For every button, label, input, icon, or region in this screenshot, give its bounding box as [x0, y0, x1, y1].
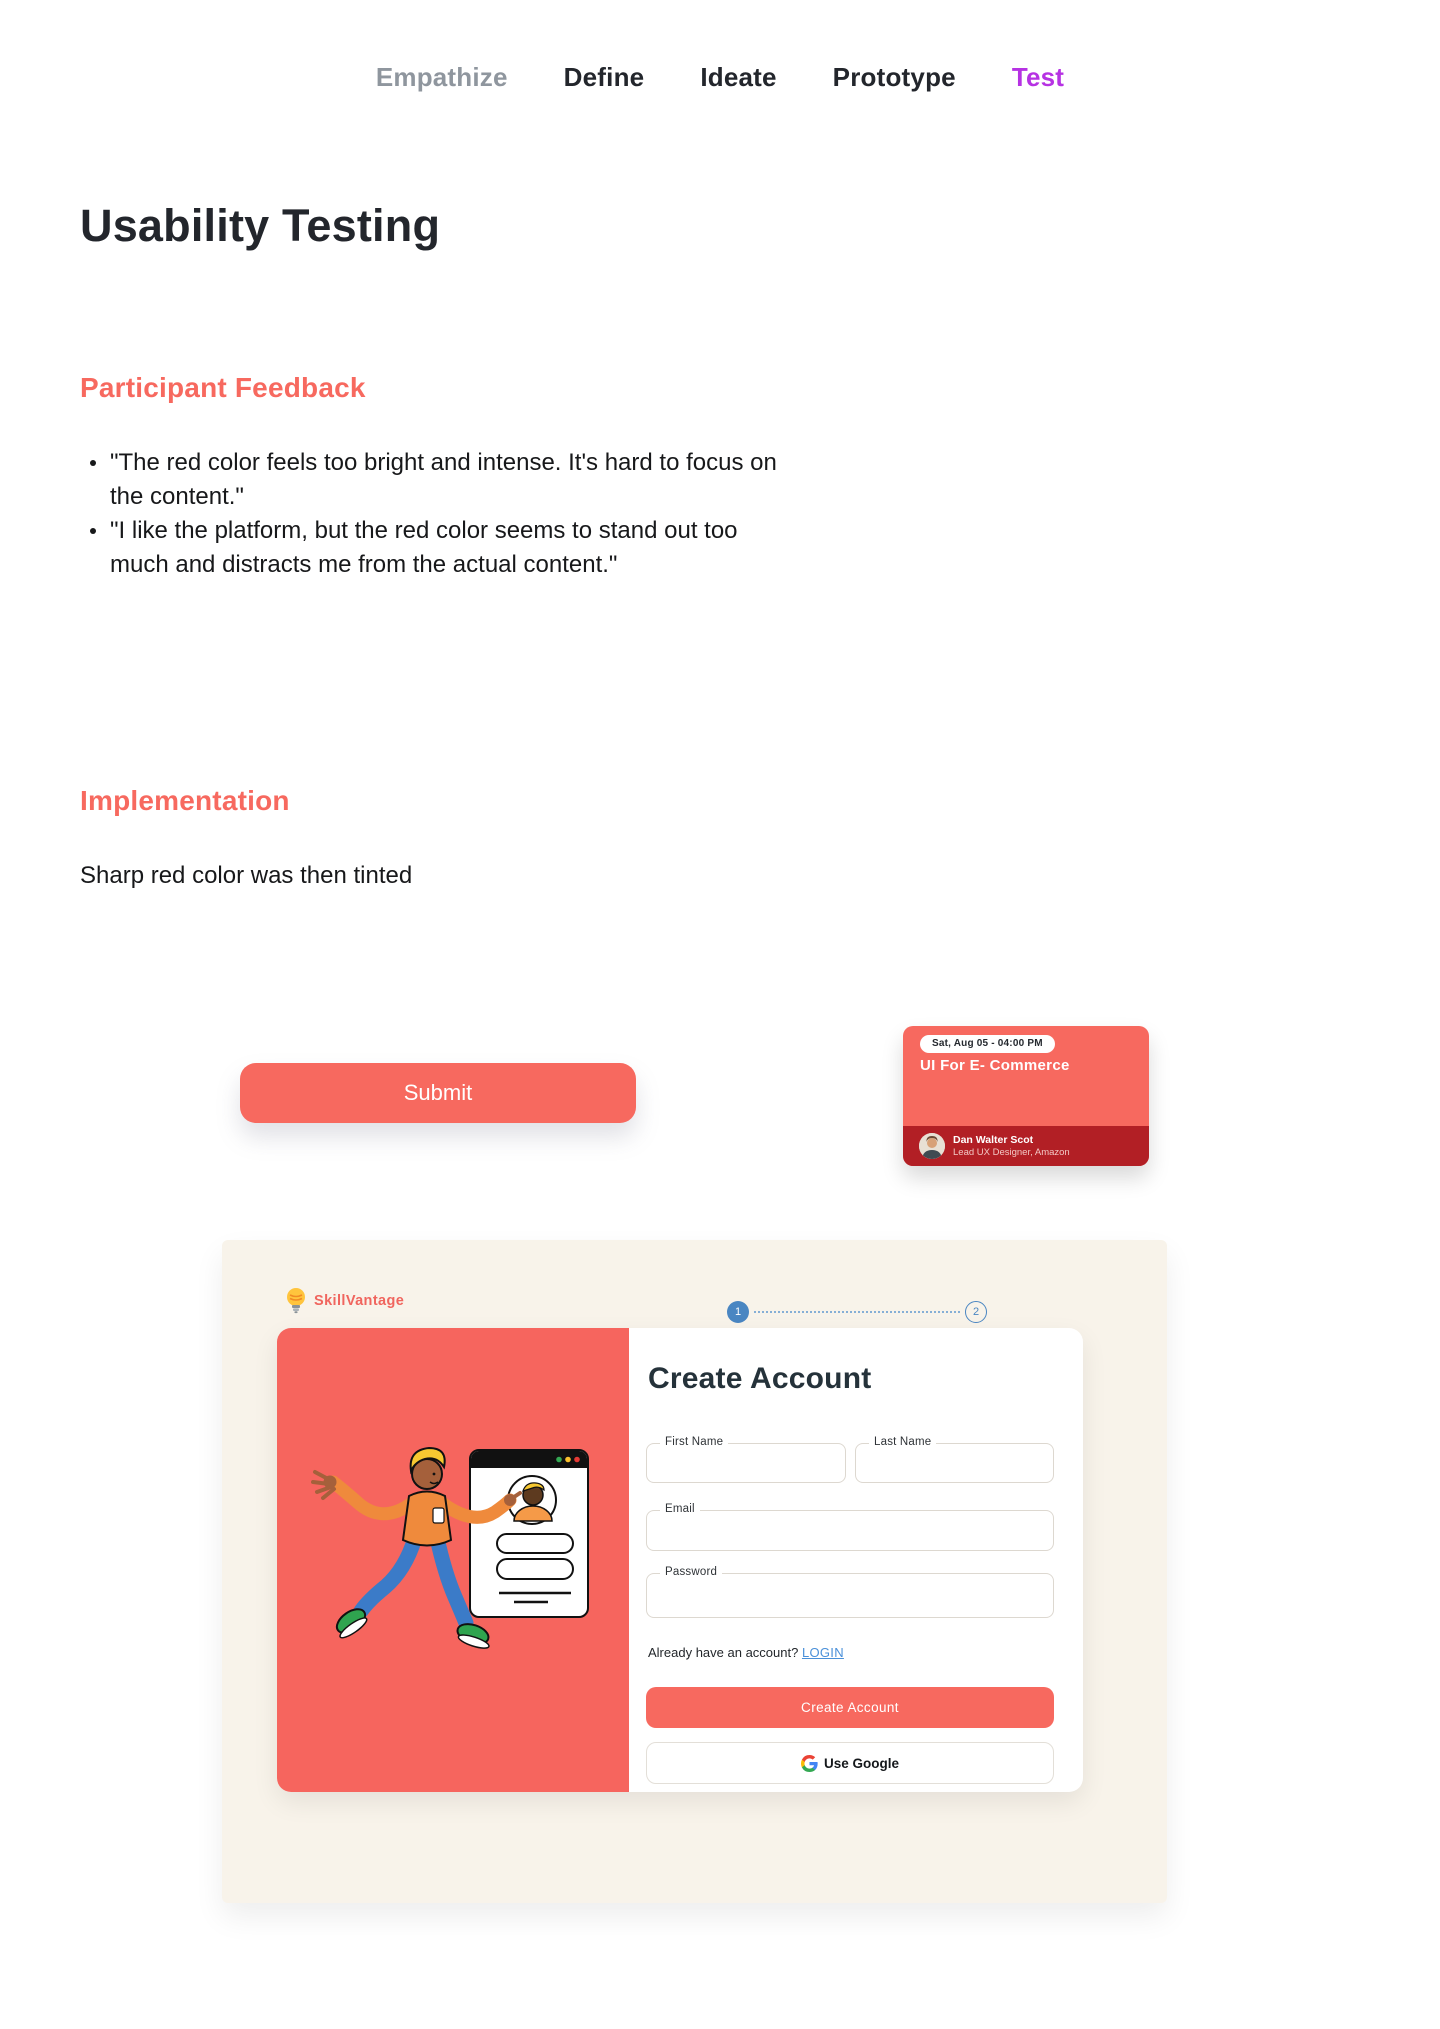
- nav-item-prototype[interactable]: Prototype: [832, 62, 956, 92]
- person-browser-illustration: [277, 1328, 629, 1792]
- submit-button[interactable]: Submit: [240, 1063, 636, 1123]
- nav-item-test[interactable]: Test: [1011, 62, 1065, 92]
- google-button-label: Use Google: [823, 1755, 899, 1771]
- signup-stepper: [727, 1301, 987, 1323]
- first-name-field: [646, 1436, 846, 1483]
- password-input[interactable]: [647, 1574, 1053, 1617]
- page-title: Usability Testing: [80, 200, 441, 251]
- speaker-name: Dan Walter Scot: [953, 1133, 1034, 1146]
- nav-item-define[interactable]: Define: [563, 62, 645, 92]
- illustration-panel: [277, 1328, 629, 1792]
- signup-mockup-panel: [222, 1240, 1167, 1903]
- last-name-input[interactable]: [856, 1444, 1053, 1482]
- email-field: [646, 1503, 1054, 1551]
- first-name-label: First Name: [660, 1436, 728, 1448]
- login-prompt: Already have an account?: [648, 1645, 799, 1660]
- google-signin-button[interactable]: [646, 1742, 1054, 1784]
- step-indicator-2[interactable]: 2: [965, 1301, 987, 1323]
- last-name-field: [855, 1436, 1054, 1483]
- create-account-button[interactable]: Create Account: [646, 1687, 1054, 1728]
- login-prompt-row: [648, 1645, 844, 1660]
- implementation-heading: Implementation: [80, 785, 290, 816]
- form-heading: Create Account: [648, 1362, 872, 1395]
- password-field: [646, 1566, 1054, 1618]
- feedback-heading: Participant Feedback: [80, 372, 366, 403]
- traffic-light-dots-icon: [556, 1457, 580, 1463]
- avatar-icon: [919, 1133, 945, 1159]
- process-nav: [0, 62, 1440, 93]
- event-card: [903, 1026, 1149, 1166]
- speaker-info: [953, 1134, 1070, 1159]
- browser-window-graphic: [470, 1450, 588, 1617]
- event-title: UI For E- Commerce: [920, 1057, 1070, 1074]
- feedback-item: "The red color feels too bright and intense. It's hard to focus on the content.": [84, 446, 784, 514]
- feedback-item: "I like the platform, but the red color seems to stand out too much and distracts me from the actual content.": [84, 514, 784, 582]
- email-input[interactable]: [647, 1511, 1053, 1550]
- feedback-list: [84, 446, 784, 582]
- email-label: Email: [660, 1503, 700, 1515]
- google-g-icon: [801, 1755, 818, 1772]
- step-indicator-1[interactable]: 1: [727, 1301, 749, 1323]
- password-label: Password: [660, 1566, 722, 1578]
- last-name-label: Last Name: [869, 1436, 936, 1448]
- lightbulb-icon: [285, 1287, 307, 1314]
- brand-logo: [285, 1287, 404, 1314]
- nav-item-ideate[interactable]: Ideate: [700, 62, 777, 92]
- brand-name: SkillVantage: [314, 1292, 405, 1309]
- nav-item-empathize[interactable]: Empathize: [375, 62, 508, 92]
- speaker-avatar: [919, 1133, 945, 1159]
- login-link[interactable]: LOGIN: [801, 1645, 844, 1660]
- signup-card: [277, 1328, 1083, 1792]
- event-card-footer: [903, 1126, 1149, 1166]
- first-name-input[interactable]: [647, 1444, 845, 1482]
- speaker-role: Lead UX Designer, Amazon: [953, 1146, 1070, 1158]
- event-date-badge: Sat, Aug 05 - 04:00 PM: [920, 1035, 1055, 1053]
- implementation-body: Sharp red color was then tinted: [80, 862, 413, 889]
- stepper-connector: [754, 1311, 960, 1313]
